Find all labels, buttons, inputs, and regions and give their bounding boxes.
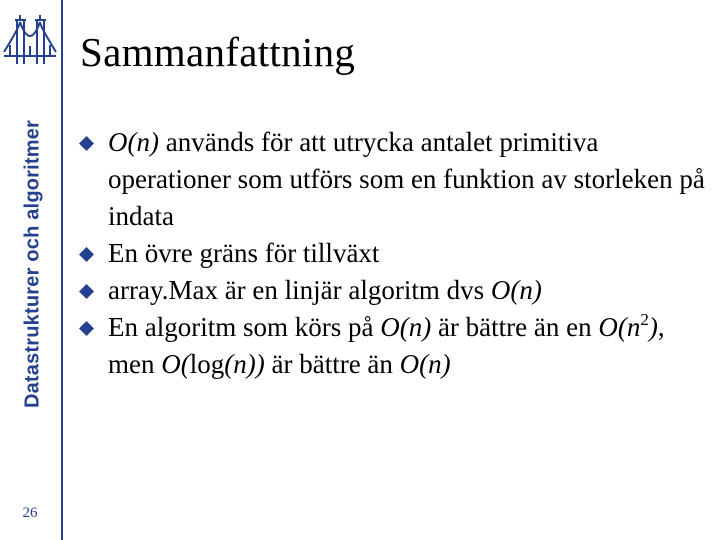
page-number: 26	[22, 505, 38, 521]
math-expression: O(n)	[490, 275, 542, 305]
math-expression: O(n)	[108, 127, 159, 157]
slide-title: Sammanfattning	[80, 29, 356, 75]
math-expression: (n))	[224, 349, 265, 379]
bullet-text: log	[189, 349, 225, 379]
bullet-item	[78, 309, 710, 383]
math-expression: )	[648, 312, 658, 342]
bullet-text: array.Max är en linjär algoritm dvs	[108, 275, 491, 305]
bullet-item	[78, 272, 710, 309]
bullet-text: används för att utrycka antalet primitiva operationer som utförs som en funktion av storleken på indata	[108, 127, 705, 231]
bullet-text: är bättre än	[264, 349, 400, 379]
math-expression: O(n)	[380, 312, 432, 342]
superscript: 2	[640, 310, 649, 329]
bullet-text: är bättre än en	[431, 312, 599, 342]
diamond-bullet-icon	[79, 247, 94, 262]
sidebar	[0, 0, 62, 540]
diamond-bullet-icon	[79, 136, 94, 151]
math-expression: O(	[161, 349, 190, 379]
diamond-bullet-icon	[79, 284, 94, 299]
math-expression: O(n)	[399, 349, 451, 379]
bullet-list	[78, 124, 710, 383]
math-expression: O(n	[598, 312, 641, 342]
bridge-logo-icon	[2, 12, 58, 72]
course-title: Datastrukturer och algoritmer	[21, 119, 44, 409]
bullet-item	[78, 124, 710, 235]
bullet-text: , men	[108, 312, 665, 379]
diamond-bullet-icon	[79, 321, 94, 336]
bullet-text: En övre gräns för tillväxt	[108, 238, 380, 268]
bullet-item	[78, 235, 710, 272]
bullet-text: En algoritm som körs på	[108, 312, 381, 342]
sidebar-divider	[61, 0, 63, 540]
